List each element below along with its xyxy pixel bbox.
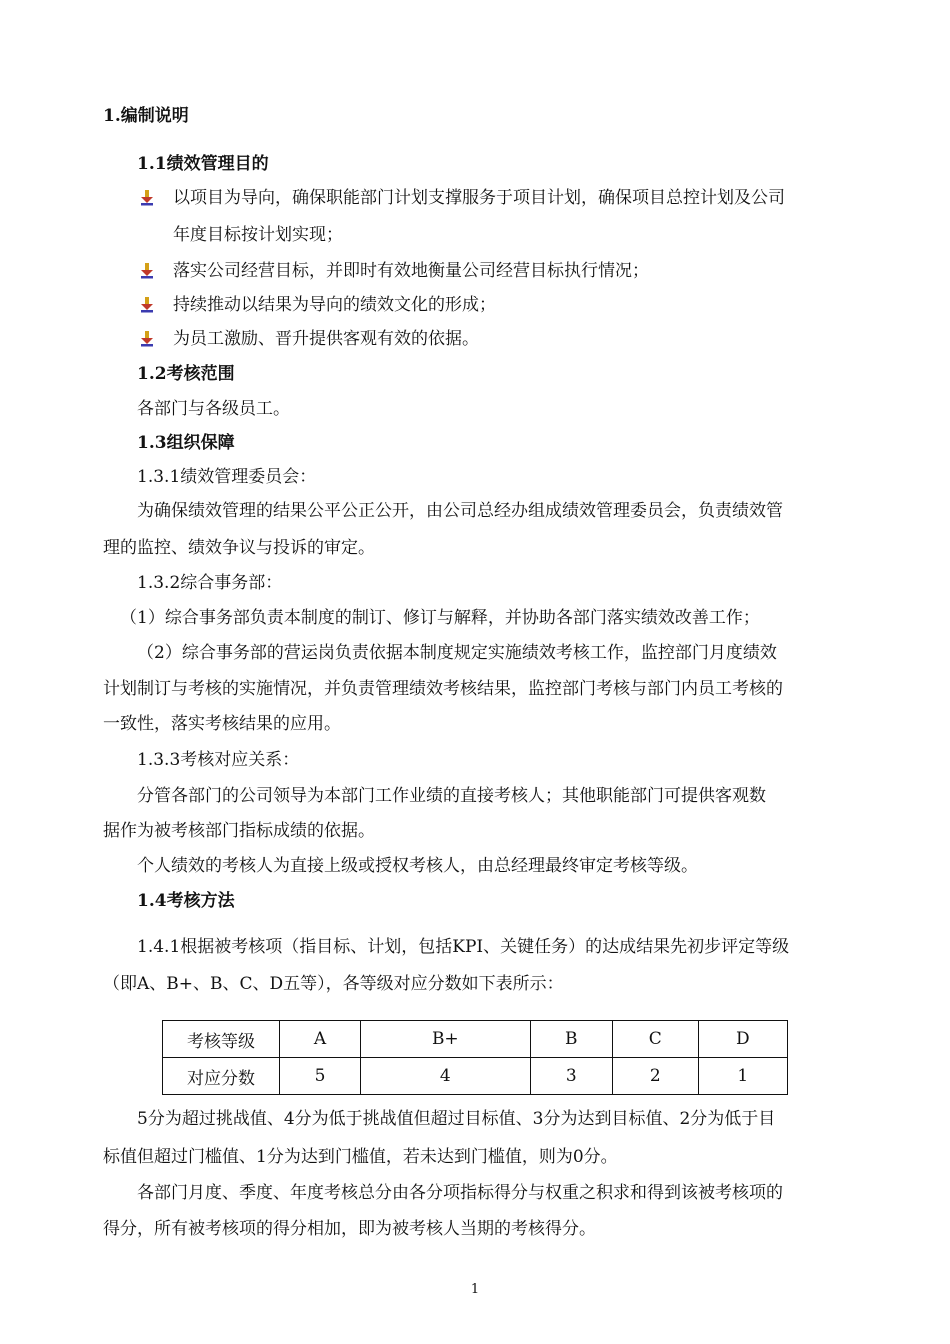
paragraph-line: （2）综合事务部的营运岗负责依据本制度规定实施绩效考核工作，监控部门月度绩效 bbox=[137, 643, 777, 663]
page-number: 1 bbox=[470, 1282, 480, 1297]
grade-cell: B+ bbox=[361, 1021, 530, 1058]
paragraph-line: 标值但超过门槛值、1分为达到门槛值，若未达到门槛值，则为0分。 bbox=[103, 1147, 618, 1167]
paragraph-line: 个人绩效的考核人为直接上级或授权考核人，由总经理最终审定考核等级。 bbox=[137, 856, 698, 876]
bullet-arrow-icon bbox=[140, 190, 154, 206]
table-row-label: 考核等级 bbox=[163, 1021, 280, 1058]
table-row-label: 对应分数 bbox=[163, 1058, 280, 1095]
section-1-title: 1.编制说明 bbox=[103, 106, 189, 126]
table-row bbox=[163, 1021, 788, 1058]
score-cell: 5 bbox=[280, 1058, 361, 1095]
paragraph-line: （1）综合事务部负责本制度的制订、修订与解释，并协助各部门落实绩效改善工作； bbox=[120, 608, 760, 628]
bullet-text: 落实公司经营目标，并即时有效地衡量公司经营目标执行情况； bbox=[173, 261, 649, 281]
score-cell: 2 bbox=[612, 1058, 698, 1095]
paragraph-line: 为确保绩效管理的结果公平公正公开，由公司总经办组成绩效管理委员会，负责绩效管 bbox=[137, 501, 783, 521]
bullet-text: 为员工激励、晋升提供客观有效的依据。 bbox=[173, 329, 479, 349]
score-cell: 3 bbox=[530, 1058, 612, 1095]
bullet-arrow-icon bbox=[140, 263, 154, 279]
subsection-1-3-3-title: 1.3.3考核对应关系： bbox=[137, 750, 300, 770]
grade-cell: B bbox=[530, 1021, 612, 1058]
bullet-arrow-icon bbox=[140, 331, 154, 347]
paragraph-line: 理的监控、绩效争议与投诉的审定。 bbox=[103, 538, 375, 558]
bullet-text: 以项目为导向，确保职能部门计划支撑服务于项目计划，确保项目总控计划及公司 bbox=[173, 188, 785, 208]
subsection-1-3-1-title: 1.3.1绩效管理委员会： bbox=[137, 467, 317, 487]
paragraph-line: 分管各部门的公司领导为本部门工作业绩的直接考核人；其他职能部门可提供客观数 bbox=[137, 786, 766, 806]
paragraph: 各部门与各级员工。 bbox=[137, 399, 290, 419]
score-cell: 1 bbox=[698, 1058, 787, 1095]
grade-cell: D bbox=[698, 1021, 787, 1058]
score-cell: 4 bbox=[361, 1058, 530, 1095]
paragraph-line: （即A、B+、B、C、D五等），各等级对应分数如下表所示： bbox=[103, 974, 564, 994]
section-1-1-title: 1.1绩效管理目的 bbox=[137, 154, 269, 174]
section-1-4-title: 1.4考核方法 bbox=[137, 891, 235, 911]
grade-cell: C bbox=[612, 1021, 698, 1058]
paragraph-line: 1.4.1根据被考核项（指目标、计划，包括KPI、关键任务）的达成结果先初步评定等级 bbox=[137, 937, 790, 957]
section-1-2-title: 1.2考核范围 bbox=[137, 364, 235, 384]
section-1-3-title: 1.3组织保障 bbox=[137, 433, 235, 453]
paragraph-line: 计划制订与考核的实施情况，并负责管理绩效考核结果，监控部门考核与部门内员工考核的 bbox=[103, 679, 783, 699]
paragraph-line: 据作为被考核部门指标成绩的依据。 bbox=[103, 821, 375, 841]
grade-score-table bbox=[162, 1020, 788, 1095]
grade-cell: A bbox=[280, 1021, 361, 1058]
bullet-text-continued: 年度目标按计划实现； bbox=[173, 225, 343, 245]
paragraph-line: 得分，所有被考核项的得分相加，即为被考核人当期的考核得分。 bbox=[103, 1219, 596, 1239]
subsection-1-3-2-title: 1.3.2综合事务部： bbox=[137, 573, 283, 593]
bullet-arrow-icon bbox=[140, 297, 154, 313]
paragraph-line: 各部门月度、季度、年度考核总分由各分项指标得分与权重之积求和得到该被考核项的 bbox=[137, 1183, 783, 1203]
bullet-text: 持续推动以结果为导向的绩效文化的形成； bbox=[173, 295, 496, 315]
paragraph-line: 一致性，落实考核结果的应用。 bbox=[103, 714, 341, 734]
table-row bbox=[163, 1058, 788, 1095]
paragraph-line: 5分为超过挑战值、4分为低于挑战值但超过目标值、3分为达到目标值、2分为低于目 bbox=[137, 1109, 776, 1129]
